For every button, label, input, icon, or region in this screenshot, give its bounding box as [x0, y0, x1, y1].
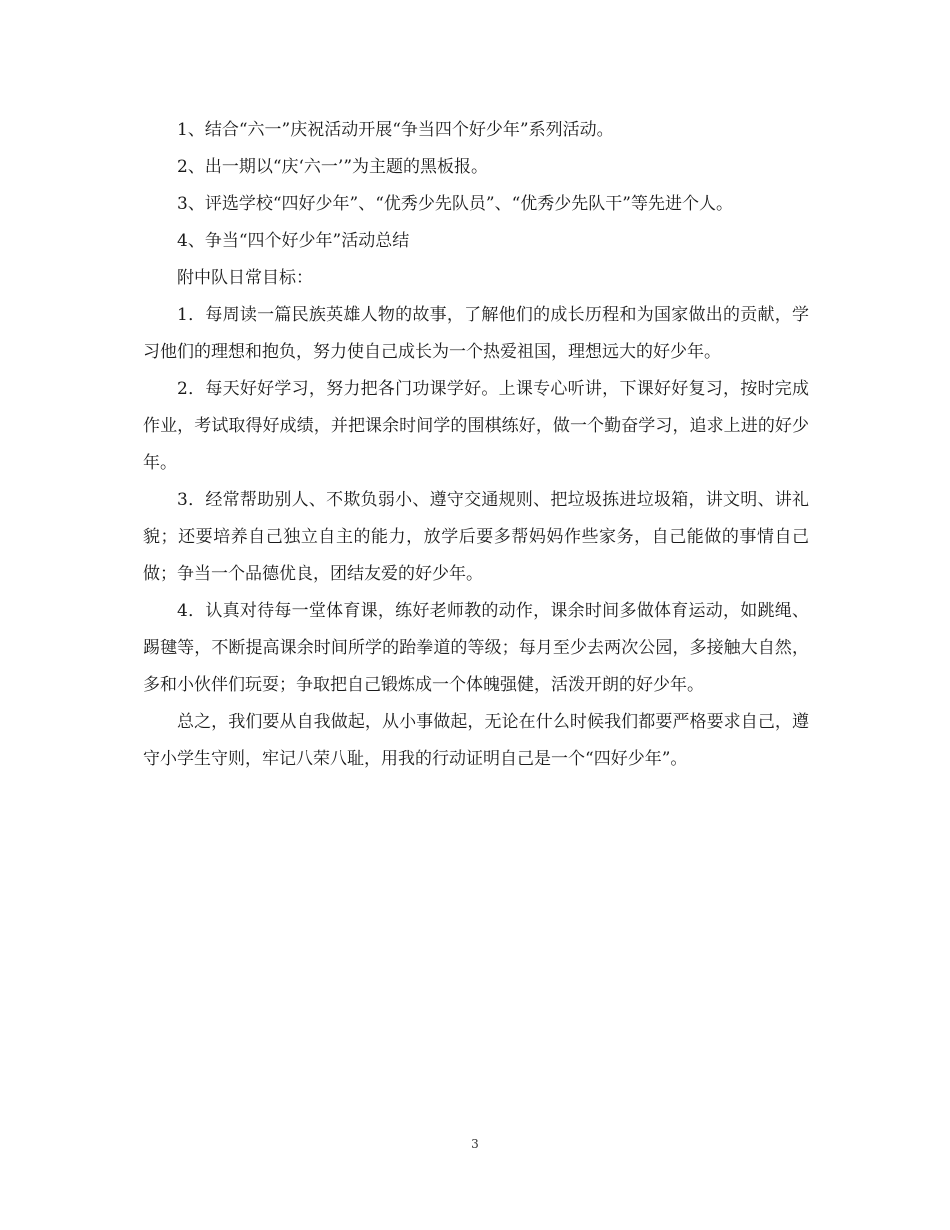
document-body [143, 112, 809, 778]
paragraph-goals-heading: 附中队日常目标： [177, 268, 313, 288]
paragraph-activity-1: 1、结合“六一”庆祝活动开展“争当四个好少年”系列活动。 [177, 120, 614, 140]
paragraph-goal-1: 1．每周读一篇民族英雄人物的故事，了解他们的成长历程和为国家做出的贡献，学习他们的理想和抱负，努力使自己成长为一个热爱祖国，理想远大的好少年。 [143, 305, 809, 362]
paragraph-activity-4: 4、争当“四个好少年”活动总结 [177, 231, 410, 251]
paragraph-conclusion: 总之，我们要从自我做起，从小事做起，无论在什么时候我们都要严格要求自己，遵守小学生守则，牢记八荣八耻，用我的行动证明自己是一个“四好少年”。 [143, 712, 809, 769]
paragraph-goal-4: 4．认真对待每一堂体育课，练好老师教的动作，课余时间多做体育运动，如跳绳、踢毽等，不断提高课余时间所学的跆拳道的等级；每月至少去两次公园，多接触大自然，多和小伙伴们玩耍；争取把自己锻炼成一个体魄强健，活泼开朗的好少年。 [143, 601, 809, 695]
paragraph-goal-2: 2．每天好好学习，努力把各门功课学好。上课专心听讲，下课好好复习，按时完成作业，考试取得好成绩，并把课余时间学的围棋练好，做一个勤奋学习，追求上进的好少年。 [143, 379, 809, 473]
paragraph-goal-3: 3．经常帮助别人、不欺负弱小、遵守交通规则、把垃圾拣进垃圾箱，讲文明、讲礼貌；还要培养自己独立自主的能力，放学后要多帮妈妈作些家务，自己能做的事情自己做；争当一个品德优良，团结友爱的好少年。 [143, 490, 809, 584]
paragraph-activity-3: 3、评选学校“四好少年”、“优秀少先队员”、“优秀少先队干”等先进个人。 [177, 194, 733, 214]
page-number: 3 [471, 1137, 479, 1151]
paragraph-activity-2: 2、出一期以“庆‘六一’”为主题的黑板报。 [177, 157, 489, 177]
